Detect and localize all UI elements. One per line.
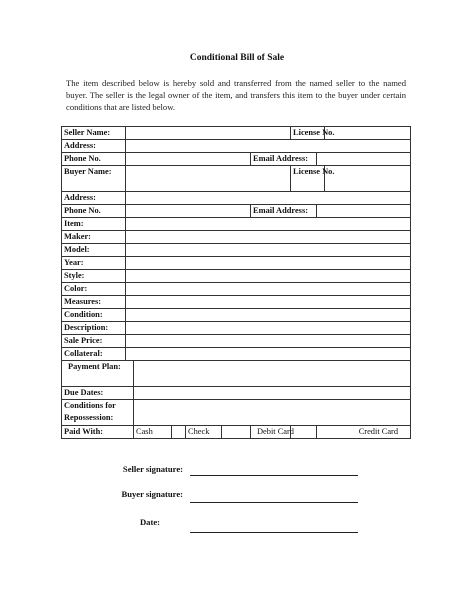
date-label: Date:: [139, 517, 160, 527]
description-label: Description:: [62, 322, 126, 335]
item-field[interactable]: [126, 218, 411, 231]
seller-phone-row: [62, 153, 411, 166]
sale-price-field[interactable]: [126, 335, 411, 348]
description-row: [62, 322, 411, 335]
buyer-signature-label: Buyer signature:: [121, 489, 183, 499]
buyer-name-label: Buyer Name:: [62, 166, 126, 192]
buyer-email-field[interactable]: [317, 205, 411, 218]
model-field[interactable]: [126, 244, 411, 257]
buyer-address-field[interactable]: [126, 192, 411, 205]
repossession-label: Conditions for Repossession:: [62, 400, 134, 426]
paid-with-row: [62, 426, 411, 439]
buyer-phone-row: [62, 205, 411, 218]
buyer-address-label: Address:: [62, 192, 126, 205]
condition-label: Condition:: [62, 309, 126, 322]
due-dates-row: [62, 387, 411, 400]
seller-name-field[interactable]: [126, 127, 291, 140]
year-row: [62, 257, 411, 270]
pay-option-cash[interactable]: Cash: [134, 426, 172, 439]
sale-price-label: Sale Price:: [62, 335, 126, 348]
seller-phone-label: Phone No.: [62, 153, 126, 166]
maker-field[interactable]: [126, 231, 411, 244]
maker-label: Maker:: [62, 231, 126, 244]
condition-row: [62, 309, 411, 322]
intro-paragraph: The item described below is hereby sold and transferred from the named seller to the named buyer. The seller is the legal owner of the item, and transfers this item to the buyer under certain conditions that are listed below.: [66, 78, 406, 112]
measures-label: Measures:: [62, 296, 126, 309]
style-row: [62, 270, 411, 283]
buyer-license-label: License No.: [291, 166, 325, 192]
buyer-name-field[interactable]: [126, 166, 291, 192]
due-dates-field[interactable]: [134, 387, 411, 400]
color-label: Color:: [62, 283, 126, 296]
repossession-field[interactable]: [134, 400, 411, 426]
buyer-phone-label: Phone No.: [62, 205, 126, 218]
buyer-address-row: [62, 192, 411, 205]
collateral-field[interactable]: [126, 348, 411, 361]
buyer-signature-line[interactable]: [190, 502, 358, 503]
payment-plan-label: Payment Plan:: [62, 361, 134, 387]
payment-plan-row: [62, 361, 411, 387]
paid-with-label: Paid With:: [62, 426, 134, 439]
buyer-email-label: Email Address:: [251, 205, 317, 218]
measures-field[interactable]: [126, 296, 411, 309]
seller-address-row: [62, 140, 411, 153]
pay-option-check-box[interactable]: [222, 426, 251, 439]
buyer-phone-field[interactable]: [126, 205, 251, 218]
year-label: Year:: [62, 257, 126, 270]
seller-address-field[interactable]: [126, 140, 411, 153]
payment-plan-field[interactable]: [134, 361, 411, 387]
style-label: Style:: [62, 270, 126, 283]
seller-name-row: [62, 127, 411, 140]
color-field[interactable]: [126, 283, 411, 296]
seller-email-field[interactable]: [317, 153, 411, 166]
seller-license-label: License No.: [291, 127, 325, 140]
buyer-name-row: [62, 166, 411, 192]
item-row: [62, 218, 411, 231]
pay-option-cash-box[interactable]: [172, 426, 186, 439]
collateral-row: [62, 348, 411, 361]
buyer-license-field[interactable]: [325, 166, 411, 192]
seller-signature-label: Seller signature:: [122, 464, 183, 474]
collateral-label: Collateral:: [62, 348, 126, 361]
bill-of-sale-form: [61, 126, 411, 439]
maker-row: [62, 231, 411, 244]
condition-field[interactable]: [126, 309, 411, 322]
description-field[interactable]: [126, 322, 411, 335]
due-dates-label: Due Dates:: [62, 387, 134, 400]
item-label: Item:: [62, 218, 126, 231]
pay-option-debit-box[interactable]: [291, 426, 317, 439]
pay-option-debit[interactable]: Debit Card: [251, 426, 291, 439]
year-field[interactable]: [126, 257, 411, 270]
pay-option-check[interactable]: Check: [186, 426, 222, 439]
seller-name-label: Seller Name:: [62, 127, 126, 140]
seller-phone-field[interactable]: [126, 153, 251, 166]
style-field[interactable]: [126, 270, 411, 283]
page-title: Conditional Bill of Sale: [189, 53, 285, 63]
model-row: [62, 244, 411, 257]
color-row: [62, 283, 411, 296]
model-label: Model:: [62, 244, 126, 257]
repossession-row: [62, 400, 411, 426]
seller-signature-line[interactable]: [190, 475, 358, 476]
seller-email-label: Email Address:: [251, 153, 317, 166]
date-line[interactable]: [190, 532, 358, 533]
pay-option-credit[interactable]: Credit Card: [317, 426, 411, 439]
measures-row: [62, 296, 411, 309]
seller-address-label: Address:: [62, 140, 126, 153]
sale-price-row: [62, 335, 411, 348]
seller-license-field[interactable]: [325, 127, 411, 140]
